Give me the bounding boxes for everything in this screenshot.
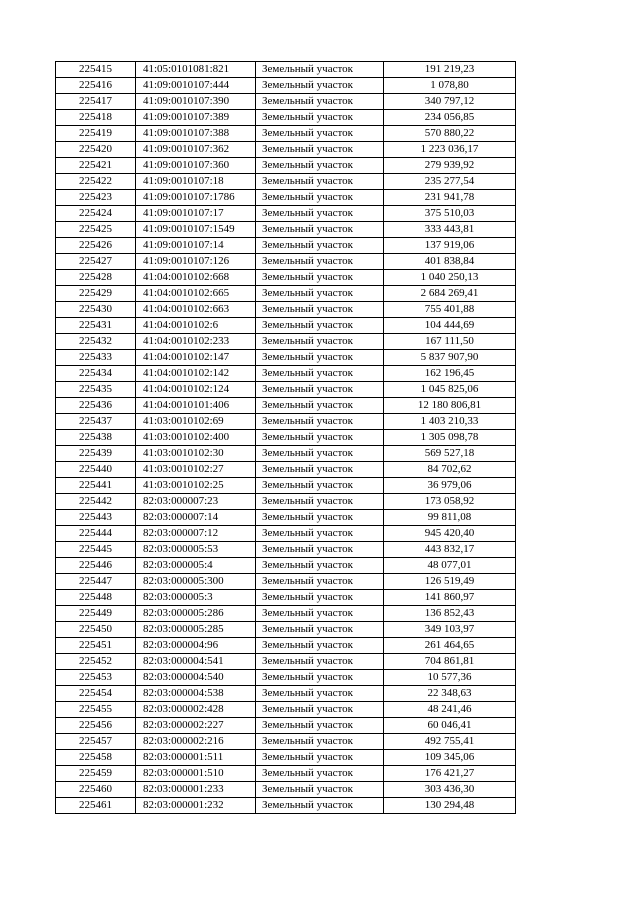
cadastral-value-cell: 1 040 250,13 bbox=[384, 270, 516, 286]
table-row bbox=[56, 62, 516, 78]
cadastral-number-cell: 41:09:0010107:1786 bbox=[136, 190, 256, 206]
table-row bbox=[56, 430, 516, 446]
cadastral-value-cell: 349 103,97 bbox=[384, 622, 516, 638]
cadastral-value-cell: 60 046,41 bbox=[384, 718, 516, 734]
row-number-cell: 225458 bbox=[56, 750, 136, 766]
object-type-cell: Земельный участок bbox=[256, 574, 384, 590]
object-type-cell: Земельный участок bbox=[256, 494, 384, 510]
cadastral-value-cell: 235 277,54 bbox=[384, 174, 516, 190]
cadastral-number-cell: 41:09:0010107:389 bbox=[136, 110, 256, 126]
row-number-cell: 225439 bbox=[56, 446, 136, 462]
table-row bbox=[56, 350, 516, 366]
object-type-cell: Земельный участок bbox=[256, 270, 384, 286]
object-type-cell: Земельный участок bbox=[256, 286, 384, 302]
cadastral-number-cell: 41:03:0010102:27 bbox=[136, 462, 256, 478]
table-row bbox=[56, 270, 516, 286]
cadastral-number-cell: 82:03:000007:23 bbox=[136, 494, 256, 510]
row-number-cell: 225427 bbox=[56, 254, 136, 270]
object-type-cell: Земельный участок bbox=[256, 702, 384, 718]
row-number-cell: 225423 bbox=[56, 190, 136, 206]
cadastral-number-cell: 41:04:0010102:668 bbox=[136, 270, 256, 286]
cadastral-value-cell: 401 838,84 bbox=[384, 254, 516, 270]
cadastral-number-cell: 41:09:0010107:390 bbox=[136, 94, 256, 110]
table-row bbox=[56, 782, 516, 798]
cadastral-value-cell: 48 077,01 bbox=[384, 558, 516, 574]
table-row bbox=[56, 190, 516, 206]
cadastral-number-cell: 41:09:0010107:18 bbox=[136, 174, 256, 190]
row-number-cell: 225455 bbox=[56, 702, 136, 718]
table-row bbox=[56, 622, 516, 638]
object-type-cell: Земельный участок bbox=[256, 670, 384, 686]
cadastral-number-cell: 41:09:0010107:1549 bbox=[136, 222, 256, 238]
object-type-cell: Земельный участок bbox=[256, 206, 384, 222]
table-row bbox=[56, 510, 516, 526]
object-type-cell: Земельный участок bbox=[256, 638, 384, 654]
table-row bbox=[56, 126, 516, 142]
cadastral-number-cell: 82:03:000001:232 bbox=[136, 798, 256, 814]
object-type-cell: Земельный участок bbox=[256, 414, 384, 430]
row-number-cell: 225417 bbox=[56, 94, 136, 110]
table-row bbox=[56, 382, 516, 398]
table-row bbox=[56, 222, 516, 238]
object-type-cell: Земельный участок bbox=[256, 78, 384, 94]
object-type-cell: Земельный участок bbox=[256, 510, 384, 526]
cadastral-number-cell: 41:04:0010102:663 bbox=[136, 302, 256, 318]
table-row bbox=[56, 414, 516, 430]
cadastral-number-cell: 82:03:000007:12 bbox=[136, 526, 256, 542]
table-row bbox=[56, 286, 516, 302]
table-row bbox=[56, 238, 516, 254]
cadastral-number-cell: 41:04:0010102:147 bbox=[136, 350, 256, 366]
object-type-cell: Земельный участок bbox=[256, 398, 384, 414]
table-row bbox=[56, 606, 516, 622]
row-number-cell: 225430 bbox=[56, 302, 136, 318]
table-row bbox=[56, 174, 516, 190]
table-row bbox=[56, 542, 516, 558]
row-number-cell: 225449 bbox=[56, 606, 136, 622]
object-type-cell: Земельный участок bbox=[256, 254, 384, 270]
object-type-cell: Земельный участок bbox=[256, 62, 384, 78]
cadastral-value-cell: 141 860,97 bbox=[384, 590, 516, 606]
row-number-cell: 225425 bbox=[56, 222, 136, 238]
cadastral-number-cell: 41:03:0010102:30 bbox=[136, 446, 256, 462]
cadastral-number-cell: 82:03:000005:3 bbox=[136, 590, 256, 606]
row-number-cell: 225437 bbox=[56, 414, 136, 430]
row-number-cell: 225418 bbox=[56, 110, 136, 126]
cadastral-number-cell: 41:04:0010102:142 bbox=[136, 366, 256, 382]
cadastral-number-cell: 41:04:0010102:233 bbox=[136, 334, 256, 350]
cadastral-value-cell: 5 837 907,90 bbox=[384, 350, 516, 366]
object-type-cell: Земельный участок bbox=[256, 430, 384, 446]
table-row bbox=[56, 494, 516, 510]
cadastral-number-cell: 82:03:000007:14 bbox=[136, 510, 256, 526]
object-type-cell: Земельный участок bbox=[256, 222, 384, 238]
table-row bbox=[56, 78, 516, 94]
row-number-cell: 225433 bbox=[56, 350, 136, 366]
table-row bbox=[56, 686, 516, 702]
cadastral-number-cell: 82:03:000004:540 bbox=[136, 670, 256, 686]
cadastral-number-cell: 41:09:0010107:444 bbox=[136, 78, 256, 94]
row-number-cell: 225460 bbox=[56, 782, 136, 798]
cadastral-value-cell: 1 078,80 bbox=[384, 78, 516, 94]
object-type-cell: Земельный участок bbox=[256, 526, 384, 542]
cadastral-value-cell: 1 223 036,17 bbox=[384, 142, 516, 158]
object-type-cell: Земельный участок bbox=[256, 334, 384, 350]
cadastral-number-cell: 82:03:000004:538 bbox=[136, 686, 256, 702]
cadastral-value-cell: 333 443,81 bbox=[384, 222, 516, 238]
row-number-cell: 225441 bbox=[56, 478, 136, 494]
row-number-cell: 225457 bbox=[56, 734, 136, 750]
cadastral-value-cell: 137 919,06 bbox=[384, 238, 516, 254]
row-number-cell: 225444 bbox=[56, 526, 136, 542]
cadastral-value-cell: 1 045 825,06 bbox=[384, 382, 516, 398]
cadastral-value-cell: 126 519,49 bbox=[384, 574, 516, 590]
cadastral-number-cell: 82:03:000001:511 bbox=[136, 750, 256, 766]
cadastral-value-cell: 104 444,69 bbox=[384, 318, 516, 334]
object-type-cell: Земельный участок bbox=[256, 798, 384, 814]
cadastral-number-cell: 82:03:000004:541 bbox=[136, 654, 256, 670]
cadastral-value-cell: 48 241,46 bbox=[384, 702, 516, 718]
row-number-cell: 225452 bbox=[56, 654, 136, 670]
table-row bbox=[56, 766, 516, 782]
row-number-cell: 225453 bbox=[56, 670, 136, 686]
object-type-cell: Земельный участок bbox=[256, 158, 384, 174]
cadastral-value-cell: 570 880,22 bbox=[384, 126, 516, 142]
table-row bbox=[56, 398, 516, 414]
table-row bbox=[56, 366, 516, 382]
cadastral-value-cell: 443 832,17 bbox=[384, 542, 516, 558]
object-type-cell: Земельный участок bbox=[256, 318, 384, 334]
table-row bbox=[56, 702, 516, 718]
cadastral-value-cell: 99 811,08 bbox=[384, 510, 516, 526]
cadastral-number-cell: 82:03:000005:53 bbox=[136, 542, 256, 558]
cadastral-value-cell: 167 111,50 bbox=[384, 334, 516, 350]
table-row bbox=[56, 718, 516, 734]
cadastral-value-cell: 176 421,27 bbox=[384, 766, 516, 782]
cadastral-value-cell: 2 684 269,41 bbox=[384, 286, 516, 302]
row-number-cell: 225461 bbox=[56, 798, 136, 814]
row-number-cell: 225434 bbox=[56, 366, 136, 382]
cadastral-number-cell: 41:04:0010101:406 bbox=[136, 398, 256, 414]
row-number-cell: 225415 bbox=[56, 62, 136, 78]
object-type-cell: Земельный участок bbox=[256, 142, 384, 158]
object-type-cell: Земельный участок bbox=[256, 382, 384, 398]
cadastral-value-cell: 231 941,78 bbox=[384, 190, 516, 206]
object-type-cell: Земельный участок bbox=[256, 126, 384, 142]
object-type-cell: Земельный участок bbox=[256, 718, 384, 734]
object-type-cell: Земельный участок bbox=[256, 174, 384, 190]
row-number-cell: 225421 bbox=[56, 158, 136, 174]
row-number-cell: 225420 bbox=[56, 142, 136, 158]
row-number-cell: 225432 bbox=[56, 334, 136, 350]
cadastral-number-cell: 41:04:0010102:665 bbox=[136, 286, 256, 302]
cadastral-number-cell: 41:03:0010102:69 bbox=[136, 414, 256, 430]
cadastral-number-cell: 41:05:0101081:821 bbox=[136, 62, 256, 78]
table-row bbox=[56, 478, 516, 494]
cadastral-value-cell: 569 527,18 bbox=[384, 446, 516, 462]
row-number-cell: 225446 bbox=[56, 558, 136, 574]
cadastral-number-cell: 82:03:000005:285 bbox=[136, 622, 256, 638]
row-number-cell: 225459 bbox=[56, 766, 136, 782]
row-number-cell: 225436 bbox=[56, 398, 136, 414]
object-type-cell: Земельный участок bbox=[256, 766, 384, 782]
cadastral-number-cell: 41:09:0010107:388 bbox=[136, 126, 256, 142]
cadastral-value-cell: 109 345,06 bbox=[384, 750, 516, 766]
cadastral-number-cell: 82:03:000005:4 bbox=[136, 558, 256, 574]
object-type-cell: Земельный участок bbox=[256, 750, 384, 766]
table-body bbox=[56, 62, 516, 814]
row-number-cell: 225416 bbox=[56, 78, 136, 94]
cadastral-value-cell: 303 436,30 bbox=[384, 782, 516, 798]
cadastral-value-cell: 162 196,45 bbox=[384, 366, 516, 382]
cadastral-number-cell: 41:09:0010107:360 bbox=[136, 158, 256, 174]
table-row bbox=[56, 590, 516, 606]
object-type-cell: Земельный участок bbox=[256, 606, 384, 622]
table-row bbox=[56, 750, 516, 766]
row-number-cell: 225450 bbox=[56, 622, 136, 638]
cadastral-number-cell: 41:03:0010102:400 bbox=[136, 430, 256, 446]
row-number-cell: 225438 bbox=[56, 430, 136, 446]
object-type-cell: Земельный участок bbox=[256, 622, 384, 638]
cadastral-number-cell: 82:03:000005:300 bbox=[136, 574, 256, 590]
cadastral-number-cell: 82:03:000002:428 bbox=[136, 702, 256, 718]
cadastral-number-cell: 82:03:000001:233 bbox=[136, 782, 256, 798]
table-row bbox=[56, 526, 516, 542]
row-number-cell: 225419 bbox=[56, 126, 136, 142]
table-row bbox=[56, 158, 516, 174]
table-row bbox=[56, 254, 516, 270]
row-number-cell: 225448 bbox=[56, 590, 136, 606]
row-number-cell: 225429 bbox=[56, 286, 136, 302]
row-number-cell: 225422 bbox=[56, 174, 136, 190]
cadastral-value-cell: 492 755,41 bbox=[384, 734, 516, 750]
cadastral-number-cell: 82:03:000004:96 bbox=[136, 638, 256, 654]
table-row bbox=[56, 462, 516, 478]
object-type-cell: Земельный участок bbox=[256, 238, 384, 254]
cadastral-value-cell: 279 939,92 bbox=[384, 158, 516, 174]
cadastral-value-cell: 234 056,85 bbox=[384, 110, 516, 126]
table-row bbox=[56, 734, 516, 750]
object-type-cell: Земельный участок bbox=[256, 734, 384, 750]
cadastral-value-cell: 340 797,12 bbox=[384, 94, 516, 110]
table-row bbox=[56, 334, 516, 350]
row-number-cell: 225456 bbox=[56, 718, 136, 734]
cadastral-number-cell: 41:04:0010102:124 bbox=[136, 382, 256, 398]
row-number-cell: 225447 bbox=[56, 574, 136, 590]
row-number-cell: 225445 bbox=[56, 542, 136, 558]
object-type-cell: Земельный участок bbox=[256, 478, 384, 494]
row-number-cell: 225454 bbox=[56, 686, 136, 702]
cadastral-value-cell: 704 861,81 bbox=[384, 654, 516, 670]
table-row bbox=[56, 654, 516, 670]
cadastral-number-cell: 82:03:000002:227 bbox=[136, 718, 256, 734]
row-number-cell: 225443 bbox=[56, 510, 136, 526]
cadastral-number-cell: 82:03:000002:216 bbox=[136, 734, 256, 750]
cadastral-number-cell: 82:03:000001:510 bbox=[136, 766, 256, 782]
table-row bbox=[56, 574, 516, 590]
cadastral-value-cell: 10 577,36 bbox=[384, 670, 516, 686]
cadastral-value-cell: 130 294,48 bbox=[384, 798, 516, 814]
cadastral-value-table bbox=[55, 61, 516, 814]
table-row bbox=[56, 206, 516, 222]
object-type-cell: Земельный участок bbox=[256, 110, 384, 126]
object-type-cell: Земельный участок bbox=[256, 542, 384, 558]
table-row bbox=[56, 670, 516, 686]
cadastral-value-cell: 136 852,43 bbox=[384, 606, 516, 622]
object-type-cell: Земельный участок bbox=[256, 446, 384, 462]
object-type-cell: Земельный участок bbox=[256, 590, 384, 606]
row-number-cell: 225431 bbox=[56, 318, 136, 334]
table-row bbox=[56, 142, 516, 158]
object-type-cell: Земельный участок bbox=[256, 94, 384, 110]
cadastral-value-cell: 36 979,06 bbox=[384, 478, 516, 494]
object-type-cell: Земельный участок bbox=[256, 366, 384, 382]
table-row bbox=[56, 638, 516, 654]
cadastral-value-cell: 1 403 210,33 bbox=[384, 414, 516, 430]
object-type-cell: Земельный участок bbox=[256, 654, 384, 670]
row-number-cell: 225451 bbox=[56, 638, 136, 654]
object-type-cell: Земельный участок bbox=[256, 190, 384, 206]
object-type-cell: Земельный участок bbox=[256, 350, 384, 366]
table-row bbox=[56, 558, 516, 574]
cadastral-value-cell: 22 348,63 bbox=[384, 686, 516, 702]
table-row bbox=[56, 798, 516, 814]
object-type-cell: Земельный участок bbox=[256, 302, 384, 318]
cadastral-number-cell: 82:03:000005:286 bbox=[136, 606, 256, 622]
table-row bbox=[56, 318, 516, 334]
row-number-cell: 225442 bbox=[56, 494, 136, 510]
cadastral-number-cell: 41:03:0010102:25 bbox=[136, 478, 256, 494]
cadastral-number-cell: 41:09:0010107:126 bbox=[136, 254, 256, 270]
object-type-cell: Земельный участок bbox=[256, 686, 384, 702]
cadastral-value-cell: 191 219,23 bbox=[384, 62, 516, 78]
table-row bbox=[56, 110, 516, 126]
cadastral-value-cell: 1 305 098,78 bbox=[384, 430, 516, 446]
object-type-cell: Земельный участок bbox=[256, 558, 384, 574]
cadastral-value-cell: 12 180 806,81 bbox=[384, 398, 516, 414]
cadastral-number-cell: 41:09:0010107:362 bbox=[136, 142, 256, 158]
object-type-cell: Земельный участок bbox=[256, 462, 384, 478]
table-row bbox=[56, 302, 516, 318]
cadastral-value-cell: 755 401,88 bbox=[384, 302, 516, 318]
row-number-cell: 225424 bbox=[56, 206, 136, 222]
row-number-cell: 225435 bbox=[56, 382, 136, 398]
table-row bbox=[56, 94, 516, 110]
row-number-cell: 225440 bbox=[56, 462, 136, 478]
cadastral-number-cell: 41:04:0010102:6 bbox=[136, 318, 256, 334]
cadastral-value-cell: 261 464,65 bbox=[384, 638, 516, 654]
table-row bbox=[56, 446, 516, 462]
cadastral-value-cell: 84 702,62 bbox=[384, 462, 516, 478]
cadastral-value-cell: 945 420,40 bbox=[384, 526, 516, 542]
object-type-cell: Земельный участок bbox=[256, 782, 384, 798]
row-number-cell: 225428 bbox=[56, 270, 136, 286]
cadastral-number-cell: 41:09:0010107:14 bbox=[136, 238, 256, 254]
cadastral-value-cell: 173 058,92 bbox=[384, 494, 516, 510]
cadastral-value-cell: 375 510,03 bbox=[384, 206, 516, 222]
cadastral-number-cell: 41:09:0010107:17 bbox=[136, 206, 256, 222]
row-number-cell: 225426 bbox=[56, 238, 136, 254]
